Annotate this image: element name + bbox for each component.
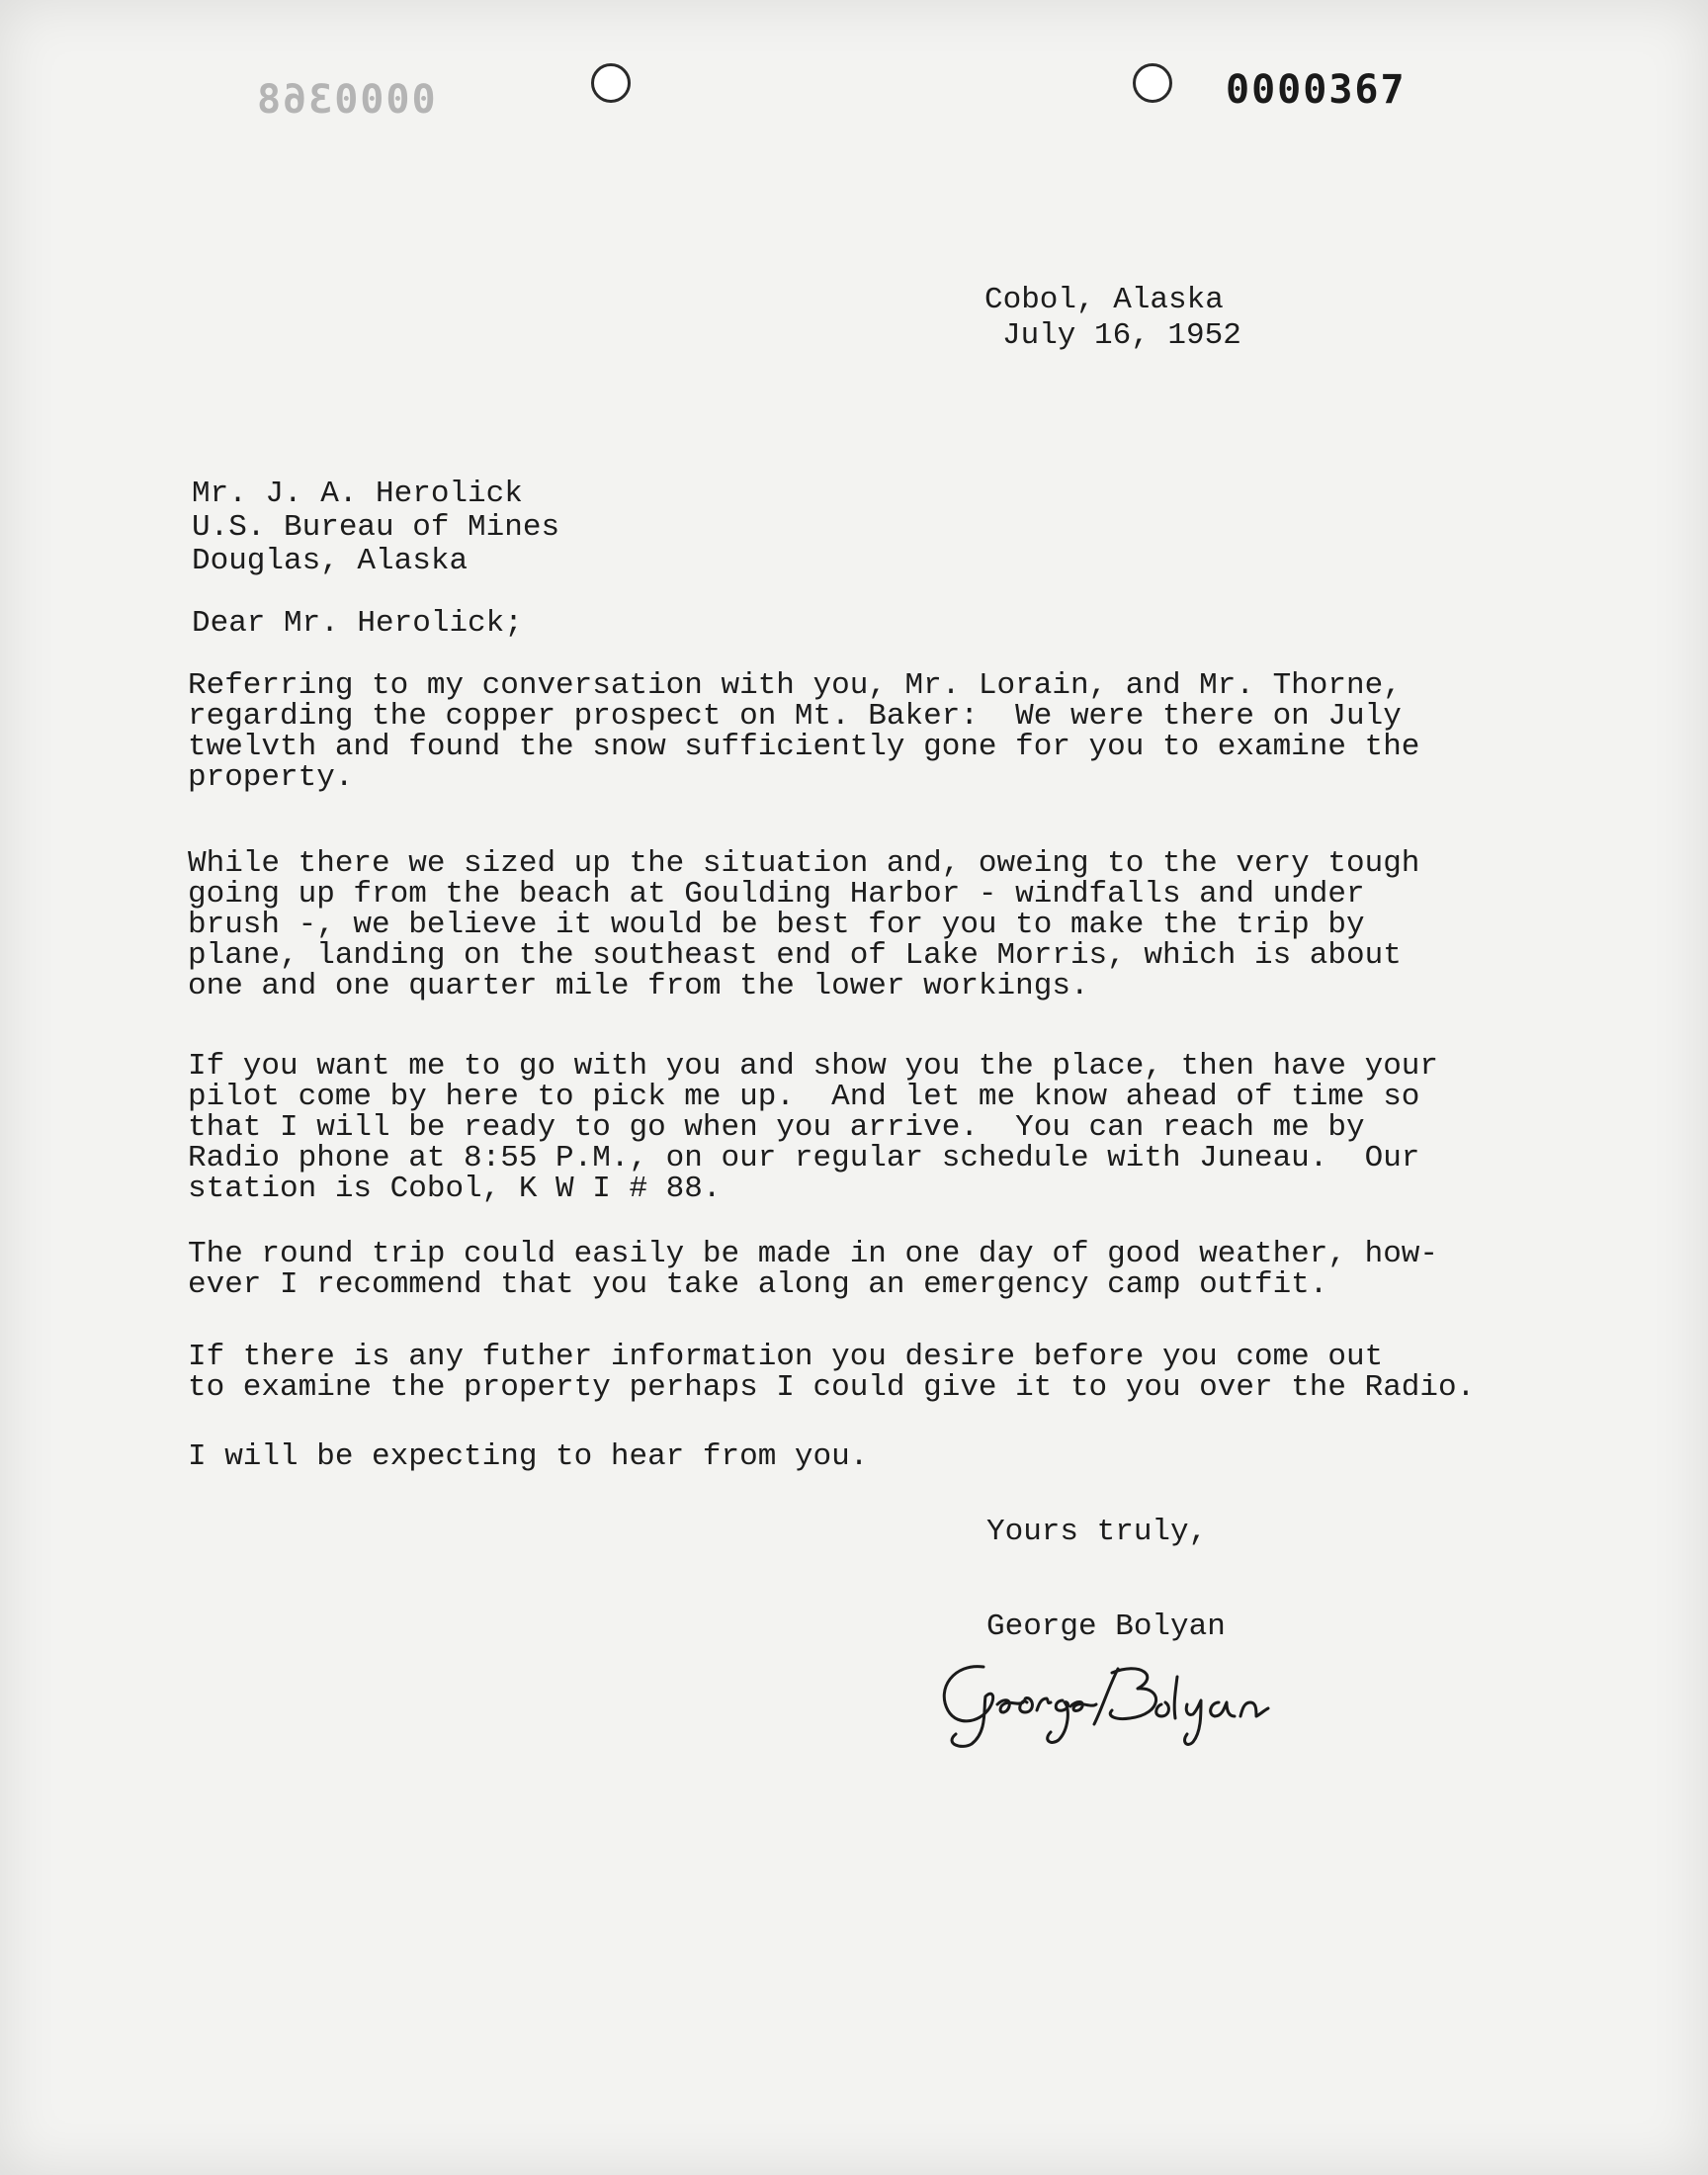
body-paragraph: If you want me to go with you and show you the place, then have your pilot come by here to pick me up. And let me know ahead of time so that I will be ready to go when you arrive. You can reach me by Radio phone at 8:55 P.M., on our regular schedule with Juneau. Our station is Cobol, K W I # 88.	[188, 1049, 1439, 1206]
punch-hole-right	[1133, 63, 1172, 103]
recipient-name: Mr. J. A. Herolick	[192, 477, 523, 511]
bates-number-stamp: 0000367	[1226, 67, 1407, 113]
body-paragraph: Referring to my conversation with you, Mr. Lorain, and Mr. Thorne, regarding the copper prospect on Mt. Baker: We were there on July twelvth and found the snow sufficiently gone for you to examine the property.	[188, 668, 1420, 795]
punch-hole-left	[591, 63, 631, 103]
recipient-address	[192, 478, 559, 578]
signature-drawing	[914, 1649, 1428, 1748]
mirrored-bates-stamp: 0000368	[255, 77, 436, 123]
body-paragraph: If there is any futher information you desire before you come out to examine the property perhaps I could give it to you over the Radio.	[188, 1340, 1476, 1405]
body-paragraph: While there we sized up the situation and, oweing to the very tough going up from the beach at Goulding Harbor - windfalls and under brush -, we believe it would be best for you to make the trip by plane, landing on the southeast end of Lake Morris, which is about one and one quarter mile from the lower workings.	[188, 846, 1420, 1003]
recipient-organization: U.S. Bureau of Mines	[192, 510, 560, 545]
typed-signer-name: George Bolyan	[986, 1610, 1226, 1644]
dateline	[984, 283, 1241, 354]
salutation: Dear Mr. Herolick;	[192, 606, 523, 641]
handwritten-signature	[914, 1649, 1428, 1748]
body-paragraph: The round trip could easily be made in one day of good weather, how- ever I recommend that you take along an emergency camp outfit.	[188, 1237, 1439, 1302]
body-paragraph: I will be expecting to hear from you.	[188, 1439, 869, 1474]
complimentary-closing: Yours truly,	[986, 1515, 1208, 1549]
letter-place: Cobol, Alaska	[984, 283, 1224, 317]
recipient-location: Douglas, Alaska	[192, 544, 469, 578]
letter-date: July 16, 1952	[1002, 318, 1241, 353]
